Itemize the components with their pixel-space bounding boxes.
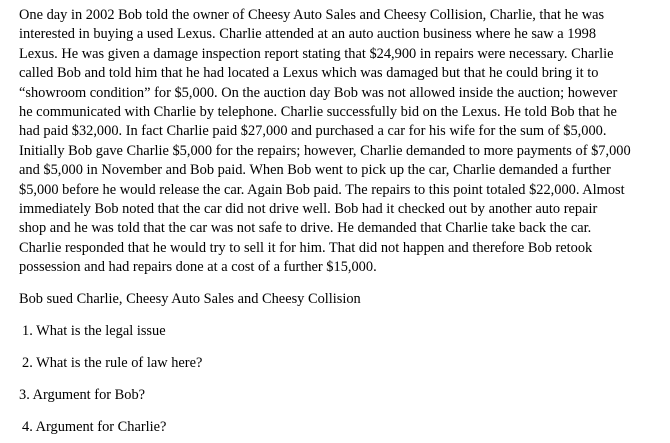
paragraph-line: had paid $32,000. In fact Charlie paid $27,000 and purchased a car for his wife for the sum of $5,000. bbox=[19, 123, 607, 140]
paragraph-line: One day in 2002 Bob told the owner of Cheesy Auto Sales and Cheesy Collision, Charlie, that he was bbox=[19, 7, 605, 23]
paragraph-line: he communicated with Charlie by telephone. Charlie successfully bid on the Lexus. He told Bob that he bbox=[19, 104, 617, 121]
question-item: 2. What is the rule of law here? bbox=[22, 354, 203, 371]
paragraph-line: possession and had repairs done at a cost of a further $15,000. bbox=[19, 259, 377, 276]
question-item: 1. What is the legal issue bbox=[22, 322, 166, 339]
paragraph-line: and $5,000 in November and Bob paid. When Bob went to pick up the car, Charlie demanded a further bbox=[19, 162, 611, 179]
paragraph-line: $5,000 before he would release the car. Again Bob paid. The repairs to this point totaled $22,000. Almost bbox=[19, 181, 625, 198]
paragraph-line: Lexus. He was given a damage inspection report stating that $24,900 in repairs were necessary. Charlie bbox=[19, 45, 614, 62]
question-list bbox=[19, 322, 665, 437]
question-item: 3. Argument for Bob? bbox=[19, 386, 146, 403]
paragraph-line: Charlie responded that he would try to sell it for him. That did not happen and therefore Bob retook bbox=[19, 239, 593, 256]
document-body bbox=[19, 6, 665, 437]
paragraph-line: called Bob and told him that he had located a Lexus which was damaged but that he could bring it to bbox=[19, 65, 599, 82]
case-facts-paragraph bbox=[19, 6, 665, 278]
paragraph-line: immediately Bob noted that the car did not drive well. Bob had it checked out by another auto repair bbox=[19, 201, 598, 218]
paragraph-line: “showroom condition” for $5,000. On the auction day Bob was not allowed inside the auction; however bbox=[19, 84, 618, 101]
question-item: 4. Argument for Charlie? bbox=[22, 418, 167, 435]
lawsuit-statement: Bob sued Charlie, Cheesy Auto Sales and Cheesy Collision bbox=[19, 290, 361, 307]
paragraph-line: interested in buying a used Lexus. Charlie attended at an auto auction business where he saw a 1998 bbox=[19, 26, 597, 43]
paragraph-line: shop and he was told that the car was not safe to drive. He demanded that Charlie take back the car. bbox=[19, 220, 592, 237]
paragraph-line: Initially Bob gave Charlie $5,000 for the repairs; however, Charlie demanded to more payments of $7,000 bbox=[19, 142, 631, 159]
